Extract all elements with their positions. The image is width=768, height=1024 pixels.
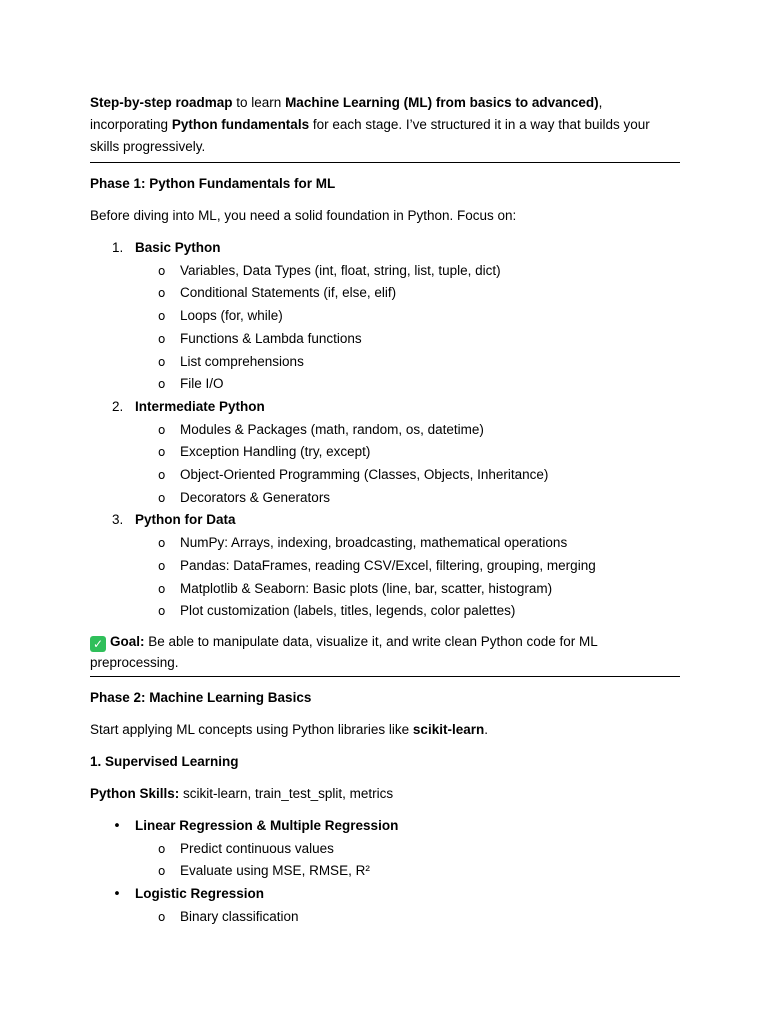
list-item: [90, 260, 680, 283]
list-number: 3.: [112, 512, 124, 528]
list-item: [90, 906, 680, 929]
circle-bullet-icon: o: [158, 422, 166, 437]
section-python-for-data: [90, 509, 680, 623]
phase-2-lead: [90, 719, 680, 741]
intro-text-1: to learn: [232, 95, 286, 110]
circle-bullet-icon: o: [158, 490, 166, 505]
list-item-text: Exception Handling (try, except): [180, 444, 371, 460]
phase-2-lead-period: .: [484, 721, 488, 737]
circle-bullet-icon: o: [158, 354, 166, 369]
intro-paragraph: [90, 92, 680, 158]
list-item-text: Evaluate using MSE, RMSE, R²: [180, 863, 370, 879]
list-item-text: Variables, Data Types (int, float, string, list, tuple, dict): [180, 262, 501, 278]
check-mark-icon: ✓: [90, 636, 106, 652]
list-item-text: Conditional Statements (if, else, elif): [180, 285, 397, 301]
list-item: [90, 600, 680, 623]
circle-bullet-icon: o: [158, 445, 166, 460]
list-item: [90, 373, 680, 396]
circle-bullet-icon: o: [158, 841, 166, 856]
list-item-text: Binary classification: [180, 908, 299, 924]
circle-bullet-icon: o: [158, 468, 166, 483]
section-basic-python: [90, 237, 680, 396]
list-item-text: Pandas: DataFrames, reading CSV/Excel, filtering, grouping, merging: [180, 557, 596, 573]
circle-bullet-icon: o: [158, 286, 166, 301]
list-item-text: Decorators & Generators: [180, 489, 331, 505]
list-item-text: NumPy: Arrays, indexing, broadcasting, mathematical operations: [180, 535, 568, 551]
list-item: [90, 351, 680, 374]
goal-label: Goal:: [110, 633, 145, 649]
goal-text: Be able to manipulate data, visualize it, and write clean Python code for ML preprocessing.: [90, 633, 598, 670]
algorithm-title: Logistic Regression: [135, 886, 265, 902]
phase-2-lead-bold: scikit-learn: [412, 721, 485, 737]
circle-bullet-icon: o: [158, 309, 166, 324]
supervised-learning-heading: [90, 751, 680, 773]
phase-1-lead: Before diving into ML, you need a solid foundation in Python. Focus on:: [90, 208, 517, 223]
list-number: 1.: [112, 240, 124, 255]
sub-list: [135, 532, 680, 623]
intro-text-2: , incorporating: [90, 95, 603, 132]
list-item: [90, 860, 680, 883]
sub-list: [135, 260, 680, 396]
algorithm-logistic-regression: [90, 883, 680, 928]
python-skills-line: [90, 783, 680, 805]
list-item-text: File I/O: [180, 376, 224, 392]
list-item: [90, 555, 680, 578]
sub-list: [135, 906, 680, 929]
list-item-text: Predict continuous values: [180, 840, 334, 856]
list-item: [90, 487, 680, 510]
list-item-text: Matplotlib & Seaborn: Basic plots (line, bar, scatter, histogram): [180, 580, 553, 596]
list-item: [90, 282, 680, 305]
section-title: Python for Data: [135, 512, 236, 528]
list-item: [90, 441, 680, 464]
python-skills-text: scikit-learn, train_test_split, metrics: [179, 785, 394, 801]
circle-bullet-icon: o: [158, 331, 166, 346]
horizontal-divider: [90, 676, 680, 677]
list-item-text: Loops (for, while): [180, 308, 283, 324]
intro-bold-roadmap: Step-by-step roadmap: [90, 95, 233, 110]
section-title: Basic Python: [135, 240, 221, 255]
horizontal-divider: [90, 162, 680, 163]
circle-bullet-icon: o: [158, 864, 166, 879]
circle-bullet-icon: o: [158, 263, 166, 278]
list-number: 2.: [112, 398, 124, 414]
algorithm-linear-regression: [90, 815, 680, 883]
bullet-icon: •: [113, 817, 121, 834]
bullet-icon: •: [113, 886, 121, 903]
supervised-learning-title: 1. Supervised Learning: [90, 753, 239, 769]
circle-bullet-icon: o: [158, 377, 166, 392]
circle-bullet-icon: o: [158, 536, 166, 551]
list-item-text: Modules & Packages (math, random, os, datetime): [180, 421, 484, 437]
phase-2-lead-text: Start applying ML concepts using Python libraries like: [90, 721, 413, 737]
circle-bullet-icon: o: [158, 558, 166, 573]
circle-bullet-icon: o: [158, 604, 166, 619]
phase-2-title: Phase 2: Machine Learning Basics: [90, 689, 312, 705]
intro-bold-python: Python fundamentals: [171, 117, 310, 132]
sub-list: [135, 838, 680, 883]
python-skills-label: Python Skills:: [90, 785, 180, 801]
intro-text-3: for each stage. I’ve structured it in a way that builds your skills progressively.: [90, 117, 650, 154]
algorithm-list: [90, 815, 680, 929]
list-item-text: Functions & Lambda functions: [180, 330, 362, 346]
list-item: [90, 578, 680, 601]
list-item-text: List comprehensions: [180, 353, 304, 369]
circle-bullet-icon: o: [158, 581, 166, 596]
list-item: [90, 419, 680, 442]
phase-1-title: Phase 1: Python Fundamentals for ML: [90, 176, 336, 191]
document-page: [90, 92, 680, 928]
list-item: [90, 838, 680, 861]
phase-1-sections: [90, 237, 680, 623]
list-item: [90, 305, 680, 328]
list-item-text: Object-Oriented Programming (Classes, Objects, Inheritance): [180, 467, 549, 483]
sub-list: [135, 419, 680, 510]
list-item: [90, 328, 680, 351]
algorithm-title: Linear Regression & Multiple Regression: [135, 817, 399, 833]
circle-bullet-icon: o: [158, 909, 166, 924]
list-item-text: Plot customization (labels, titles, legends, color palettes): [180, 603, 516, 619]
list-item: [90, 532, 680, 555]
section-intermediate-python: [90, 396, 680, 510]
intro-bold-ml: Machine Learning (ML) from basics to advanced): [285, 95, 599, 110]
section-title: Intermediate Python: [135, 398, 265, 414]
list-item: [90, 464, 680, 487]
goal-paragraph: [90, 631, 680, 673]
